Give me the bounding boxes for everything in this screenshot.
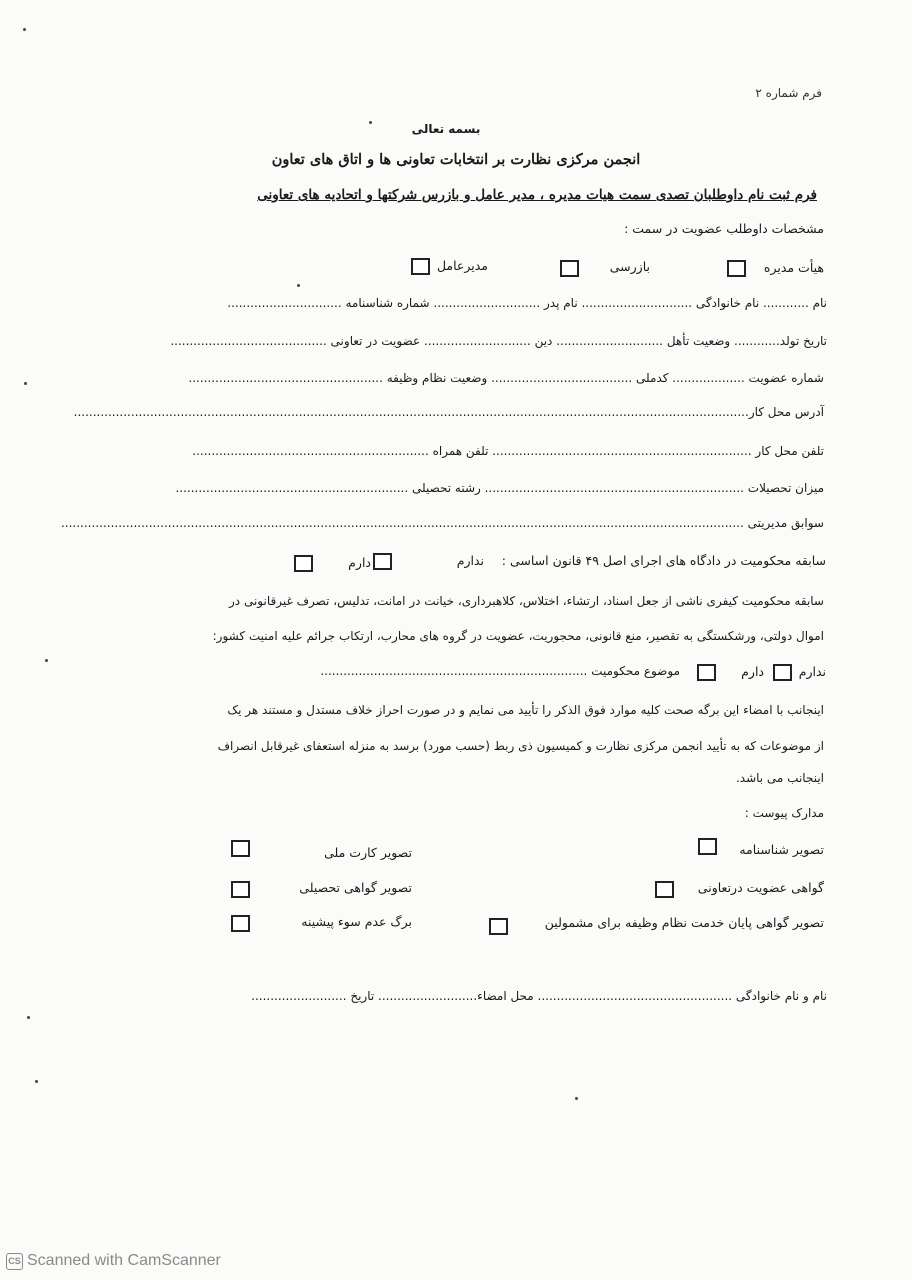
declaration-line-3: اینجانب می باشد. xyxy=(735,771,824,785)
scan-speck xyxy=(369,121,372,124)
bismillah: بسمه تعالی xyxy=(411,122,481,136)
row-work-address: آدرس محل کار................................................................................................................................................................................. xyxy=(73,405,824,419)
attach-national-card-label: تصویر کارت ملی xyxy=(324,845,412,860)
attach-membership-checkbox[interactable] xyxy=(655,881,674,898)
position-board-label: هیأت مدیره xyxy=(763,260,824,275)
attach-no-record-label: برگ عدم سوء پیشینه xyxy=(301,914,412,929)
section-candidate-label: مشخصات داوطلب عضویت در سمت : xyxy=(624,221,824,236)
attach-national-card-checkbox[interactable] xyxy=(231,840,250,857)
court-yes-checkbox[interactable] xyxy=(294,555,313,572)
scan-speck xyxy=(23,28,26,31)
scan-speck xyxy=(24,382,27,385)
attach-military-checkbox[interactable] xyxy=(489,918,508,935)
scan-speck xyxy=(45,659,48,662)
position-board-checkbox[interactable] xyxy=(727,260,746,277)
camscanner-watermark xyxy=(6,1252,221,1270)
criminal-line-2: اموال دولتی، ورشکستگی به تقصیر، منع قانونی، محجوریت، عضویت در گروه های محارب، ارتکاب جرائم علیه امنیت کشور: xyxy=(212,629,824,643)
scan-speck xyxy=(297,284,300,287)
scan-speck xyxy=(575,1097,578,1100)
row-name: نام ............ نام خانوادگی ............................. نام پدر ............................ شماره شناسنامه .............................. xyxy=(227,296,827,310)
camscanner-logo-icon: CS xyxy=(6,1253,23,1270)
criminal-yes-label: دارم xyxy=(741,664,764,679)
attach-military-label: تصویر گواهی پایان خدمت نظام وظیفه برای مشمولین xyxy=(544,915,824,930)
row-management: سوابق مدیریتی ................................................................................................................................................................................... xyxy=(60,516,824,530)
criminal-no-label: ندارم xyxy=(798,664,826,679)
criminal-subject: موضوع محکومیت ...................................................................... xyxy=(320,664,680,678)
camscanner-text: Scanned with CamScanner xyxy=(27,1252,221,1269)
court-yes-label: دارم xyxy=(348,555,371,570)
attach-membership-label: گواهی عضویت درتعاونی xyxy=(697,880,824,895)
org-title: انجمن مرکزی نظارت بر انتخابات تعاونی ها و اتاق های تعاون xyxy=(271,151,641,168)
position-inspector-checkbox[interactable] xyxy=(560,260,579,277)
court-no-checkbox[interactable] xyxy=(373,553,392,570)
signature-line: نام و نام خانوادگی ................................................... محل امضاء.......................... تاریخ ......................... xyxy=(251,989,827,1003)
position-ceo-checkbox[interactable] xyxy=(411,258,430,275)
attach-education-label: تصویر گواهی تحصیلی xyxy=(299,880,412,895)
criminal-line-1: سابقه محکومیت کیفری ناشی از جعل اسناد، ارتشاء، اختلاس، کلاهبرداری، خیانت در امانت، تدلیس، تصرف غیرقانونی در xyxy=(229,594,824,608)
attach-birth-cert-label: تصویر شناسنامه xyxy=(739,842,824,857)
scan-speck xyxy=(35,1080,38,1083)
court-conviction-question: سابقه محکومیت در دادگاه های اجرای اصل ۴۹ قانون اساسی : xyxy=(501,553,826,568)
row-birth: تاریخ تولد............ وضعیت تأهل ............................ دین ............................ عضویت در تعاونی ......................................... xyxy=(170,334,827,348)
declaration-line-1: اینجانب با امضاء این برگه صحت کلیه موارد فوق الذکر را تأیید می نمایم و در صورت احراز خلاف مستدل و مستند هر یک xyxy=(227,703,824,717)
criminal-no-checkbox[interactable] xyxy=(773,664,792,681)
row-education: میزان تحصیلات .................................................................... رشته تحصیلی ............................................................. xyxy=(175,481,824,495)
form-number: فرم شماره ۲ xyxy=(755,86,822,100)
scan-speck xyxy=(27,1016,30,1019)
attach-no-record-checkbox[interactable] xyxy=(231,915,250,932)
criminal-yes-checkbox[interactable] xyxy=(697,664,716,681)
declaration-line-2: از موضوعات که به تأیید انجمن مرکزی نظارت و کمیسیون ذی ربط (حسب مورد) برسد به منزله استعفای غیرقابل انصراف xyxy=(217,739,824,753)
form-title: فرم ثبت نام داوطلبان تصدی سمت هیات مدیره ، مدیر عامل و بازرس شرکتها و اتحادیه های تعاونی xyxy=(257,187,817,203)
attach-birth-cert-checkbox[interactable] xyxy=(698,838,717,855)
row-phones: تلفن محل کار .................................................................... تلفن همراه .............................................................. xyxy=(192,444,824,458)
attachments-title: مدارک پیوست : xyxy=(744,806,824,820)
attach-education-checkbox[interactable] xyxy=(231,881,250,898)
position-ceo-label: مدیرعامل xyxy=(436,258,488,273)
court-no-label: ندارم xyxy=(456,553,484,568)
position-inspector-label: بازرسی xyxy=(609,259,650,274)
row-membership: شماره عضویت ................... کدملی ..................................... وضعیت نظام وظیفه ................................................... xyxy=(188,371,824,385)
